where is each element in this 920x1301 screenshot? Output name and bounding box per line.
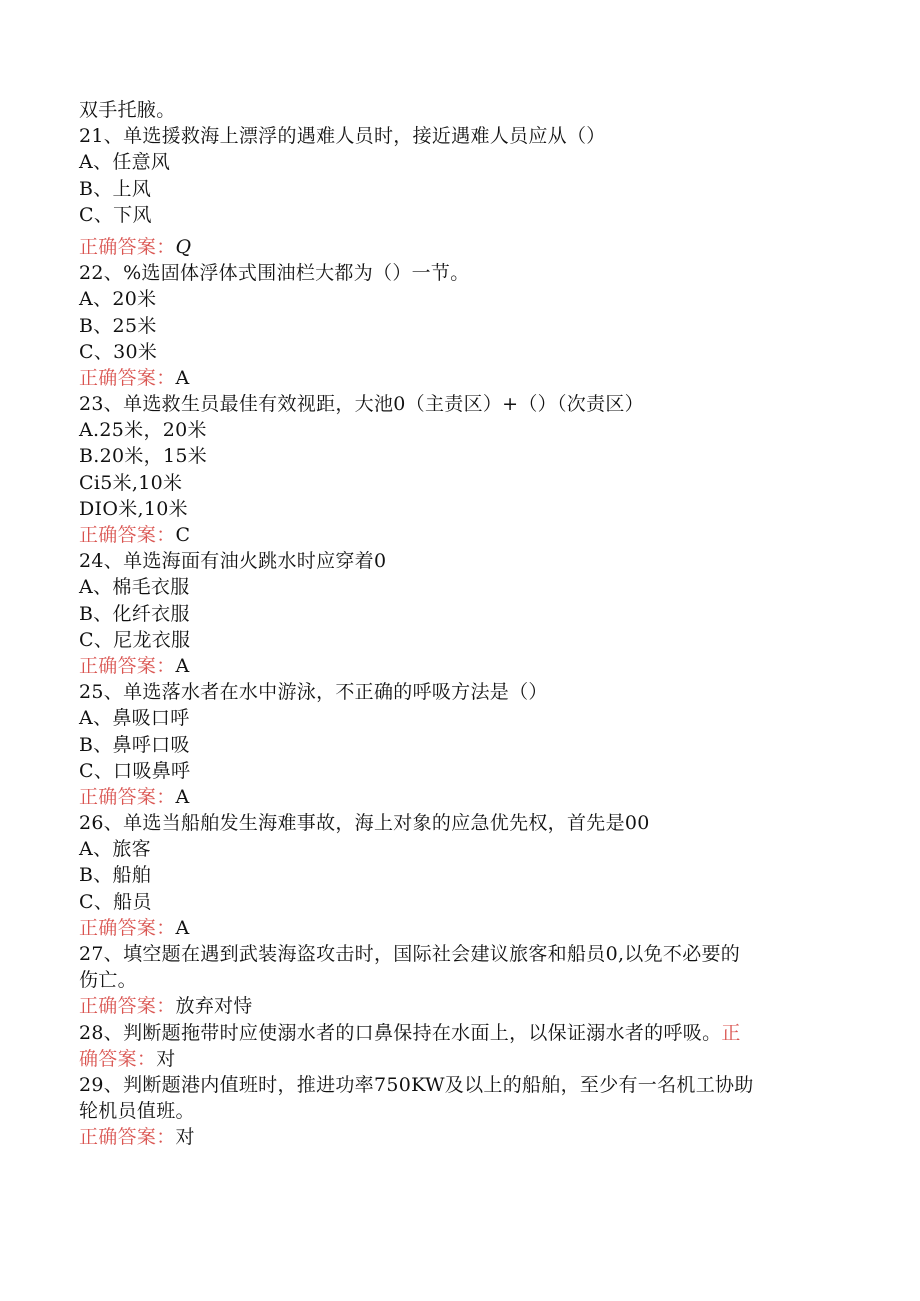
option-a: A、旅客 [79, 838, 151, 861]
question-27: 27、填空题在遇到武装海盗攻击时，国际社会建议旅客和船员0,以免不必要的 [79, 943, 741, 965]
option-d: DIO米,10米 [79, 497, 188, 520]
answer-label: 正确答案： [79, 235, 176, 258]
answer-23 [79, 522, 819, 548]
question-28-text: 28、判断题拖带时应使溺水者的口鼻保持在水面上，以保证溺水者的呼吸。 [79, 1021, 722, 1044]
option-c: C、下风 [79, 203, 152, 226]
option-c: C、30米 [79, 340, 158, 363]
answer-29 [79, 1124, 819, 1150]
question-26: 26、单选当船舶发生海难事故，海上对象的应急优先权，首先是00 [79, 812, 650, 835]
answer-label-split-end: 确答案： [79, 1047, 157, 1070]
option-a: A、棉毛衣服 [79, 576, 190, 599]
answer-label: 正确答案： [79, 916, 176, 939]
answer-26 [79, 915, 819, 941]
option-b: B、上风 [79, 177, 152, 200]
option-b: B、船舶 [79, 864, 152, 887]
answer-label: 正确答案： [79, 785, 176, 808]
question-29-continued: 轮机员值班。 [79, 1100, 195, 1123]
answer-label: 正确答案： [79, 995, 176, 1018]
answer-21 [79, 234, 819, 260]
answer-22 [79, 365, 819, 391]
answer-value: A [175, 366, 190, 389]
question-29: 29、判断题港内值班时，推进功率750KW及以上的船舶，至少有一名机工协助 [79, 1073, 754, 1096]
option-a: A.25米，20米 [79, 419, 207, 442]
question-25: 25、单选落水者在水中游泳，不正确的呼吸方法是（） [79, 681, 548, 704]
option-c: C、尼龙衣服 [79, 628, 191, 651]
answer-24 [79, 653, 819, 679]
question-28 [79, 1020, 819, 1046]
option-b: B、鼻呼口吸 [79, 733, 190, 756]
question-27-continued: 伤亡。 [79, 969, 137, 992]
question-21: 21、单选援救海上漂浮的遇难人员时，接近遇难人员应从（） [79, 125, 606, 148]
answer-28 [79, 1046, 819, 1072]
answer-value: C [175, 524, 191, 546]
option-a: A、任意风 [79, 151, 171, 174]
answer-value: A [175, 654, 190, 677]
answer-label: 正确答案： [79, 366, 176, 389]
answer-value: A [175, 916, 190, 939]
answer-label: 正确答案： [79, 1126, 176, 1149]
option-a: A、鼻吸口呼 [79, 707, 190, 730]
question-23: 23、单选救生员最佳有效视距，大池0（主责区）+（）（次责区） [79, 393, 644, 416]
document-page [79, 97, 819, 1151]
text-line: 双手托腋。 [79, 99, 176, 121]
answer-label: 正确答案： [79, 524, 176, 546]
answer-label-split-start: 正 [721, 1021, 741, 1044]
question-24: 24、单选海面有油火跳水时应穿着0 [79, 550, 387, 573]
answer-value: 对 [175, 1126, 195, 1149]
option-b: B、25米 [79, 314, 157, 337]
option-c: C、口吸鼻呼 [79, 759, 191, 782]
option-b: B.20米，15米 [79, 445, 208, 468]
answer-value: 对 [156, 1047, 176, 1070]
option-b: B、化纤衣服 [79, 602, 190, 625]
answer-value: 放弃对恃 [175, 995, 253, 1018]
option-a: A、20米 [79, 288, 157, 311]
answer-label: 正确答案： [79, 654, 176, 677]
answer-value: Q [175, 235, 192, 258]
question-22: 22、%选固体浮体式围油栏大都为（）一节。 [79, 262, 470, 285]
answer-27 [79, 993, 819, 1019]
option-c: Ci5米,10米 [79, 471, 183, 494]
answer-25 [79, 784, 819, 810]
answer-value: A [175, 785, 190, 808]
option-c: C、船员 [79, 890, 152, 913]
